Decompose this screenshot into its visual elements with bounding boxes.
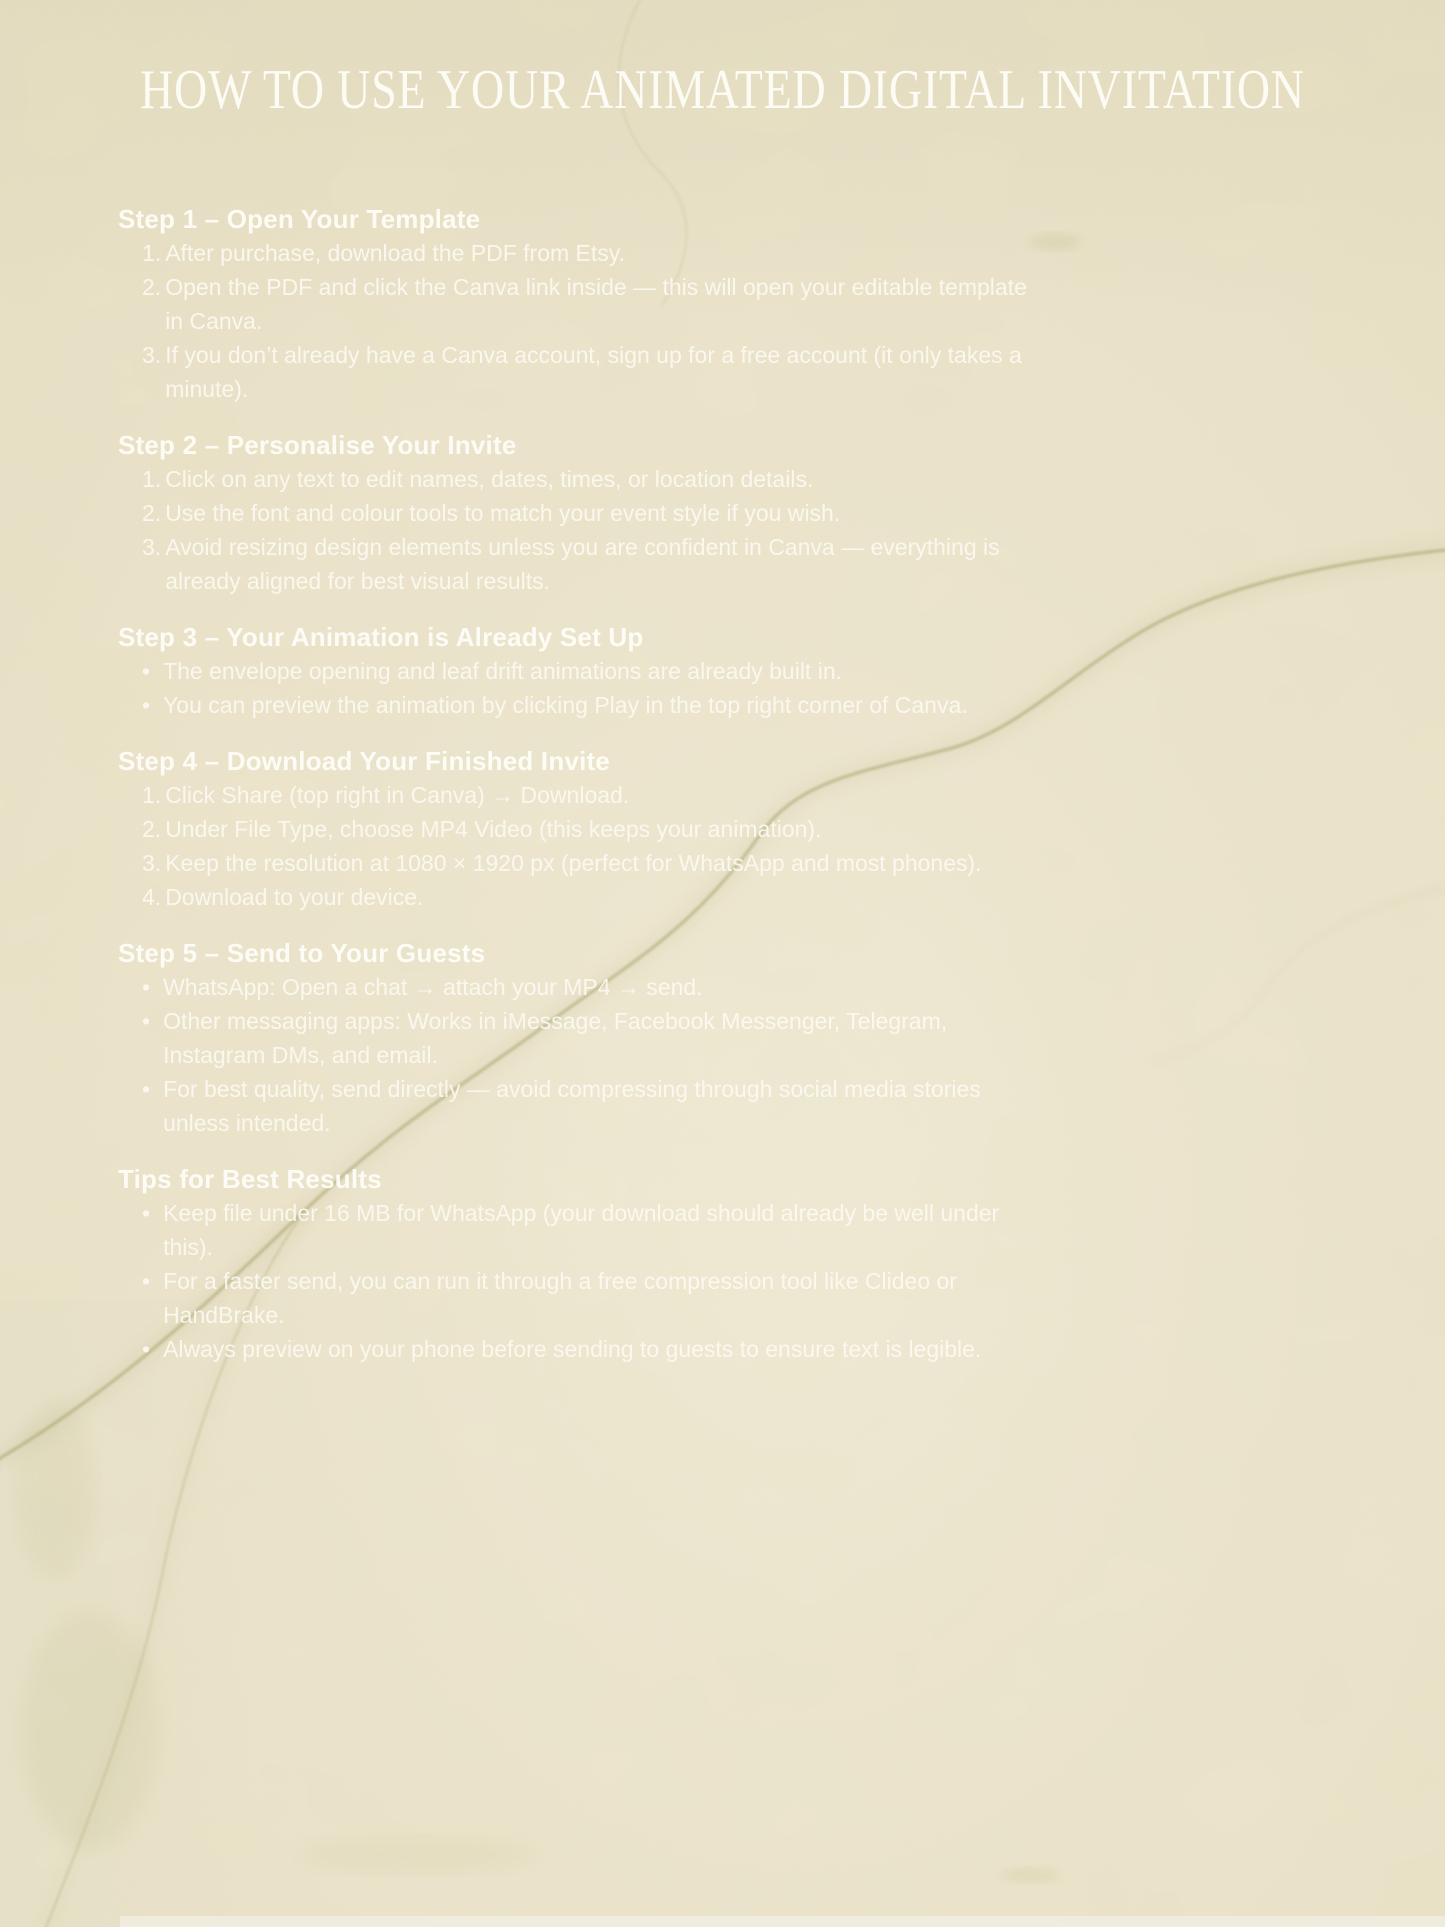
list-item [142,654,1038,688]
bullet-icon: • [142,1008,151,1034]
list-item [142,778,1038,812]
list-item [142,462,1038,496]
step-4-section [118,744,1038,914]
list-item [142,688,1038,722]
section-heading: Tips for Best Results [118,1164,382,1194]
item-text: Always preview on your phone before sending to guests to ensure text is legible. [163,1336,982,1362]
bullet-list [118,654,1038,722]
bullet-icon: • [142,1268,151,1294]
section-heading: Step 2 – Personalise Your Invite [118,430,517,460]
item-marker: 3. [142,850,162,876]
item-marker: 3. [142,342,162,368]
step-2-section [118,428,1038,598]
list-item [142,1196,1038,1264]
list-item [142,530,1038,598]
list-item [142,1004,1038,1072]
bullet-icon: • [142,1336,151,1362]
item-marker: 2. [142,816,162,842]
item-text: Other messaging apps: Works in iMessage, Facebook Messenger, Telegram, Instagram DMs, and email. [163,1008,948,1068]
item-marker: 2. [142,500,162,526]
item-text: The envelope opening and leaf drift animations are already built in. [163,658,843,684]
item-marker: 3. [142,534,162,560]
bullet-icon: • [142,692,151,718]
section-heading: Step 5 – Send to Your Guests [118,938,486,968]
section-heading: Step 3 – Your Animation is Already Set Up [118,622,644,652]
list-item [142,1072,1038,1140]
list-item [142,846,1038,880]
list-item [142,496,1038,530]
tips-section [118,1162,1038,1366]
item-text: WhatsApp: Open a chat → attach your MP4 → send. [163,974,703,1000]
item-text: Keep the resolution at 1080 × 1920 px (perfect for WhatsApp and most phones). [165,850,982,876]
numbered-list [118,462,1038,598]
item-text: Click Share (top right in Canva) → Download. [165,782,630,808]
item-text: Use the font and colour tools to match your event style if you wish. [165,500,841,526]
list-item [142,970,1038,1004]
list-item [142,880,1038,914]
item-text: Keep file under 16 MB for WhatsApp (your download should already be well under this). [163,1200,1000,1260]
section-heading: Step 1 – Open Your Template [118,204,481,234]
item-text: Click on any text to edit names, dates, times, or location details. [165,466,814,492]
list-item [142,338,1038,406]
bullet-icon: • [142,658,151,684]
step-5-section [118,936,1038,1140]
list-item [142,1264,1038,1332]
steps-content [118,202,1038,1388]
item-text: Download to your device. [165,884,424,910]
bullet-list [118,970,1038,1140]
section-heading: Step 4 – Download Your Finished Invite [118,746,611,776]
step-3-section [118,620,1038,722]
item-text: Under File Type, choose MP4 Video (this keeps your animation). [165,816,822,842]
item-marker: 4. [142,884,162,910]
item-text: For best quality, send directly — avoid compressing through social media stories unless intended. [163,1076,981,1136]
item-text: Avoid resizing design elements unless you are confident in Canva — everything is already aligned for best visual results. [165,534,1000,594]
item-text: If you don’t already have a Canva account, sign up for a free account (it only takes a minute). [165,342,1022,402]
bullet-list [118,1196,1038,1366]
item-text: You can preview the animation by clicking Play in the top right corner of Canva. [163,692,968,718]
page-title: HOW TO USE YOUR ANIMATED DIGITAL INVITATION [140,59,1305,121]
list-item [142,236,1038,270]
item-text: After purchase, download the PDF from Etsy. [165,240,625,266]
list-item [142,812,1038,846]
step-1-section [118,202,1038,406]
list-item [142,270,1038,338]
item-marker: 1. [142,240,162,266]
item-text: For a faster send, you can run it through a free compression tool like Clideo or HandBrake. [163,1268,957,1328]
bullet-icon: • [142,1076,151,1102]
item-text: Open the PDF and click the Canva link inside — this will open your editable template in Canva. [165,274,1027,334]
numbered-list [118,778,1038,914]
item-marker: 2. [142,274,162,300]
item-marker: 1. [142,466,162,492]
numbered-list [118,236,1038,406]
list-item [142,1332,1038,1366]
item-marker: 1. [142,782,162,808]
bullet-icon: • [142,1200,151,1226]
bullet-icon: • [142,974,151,1000]
